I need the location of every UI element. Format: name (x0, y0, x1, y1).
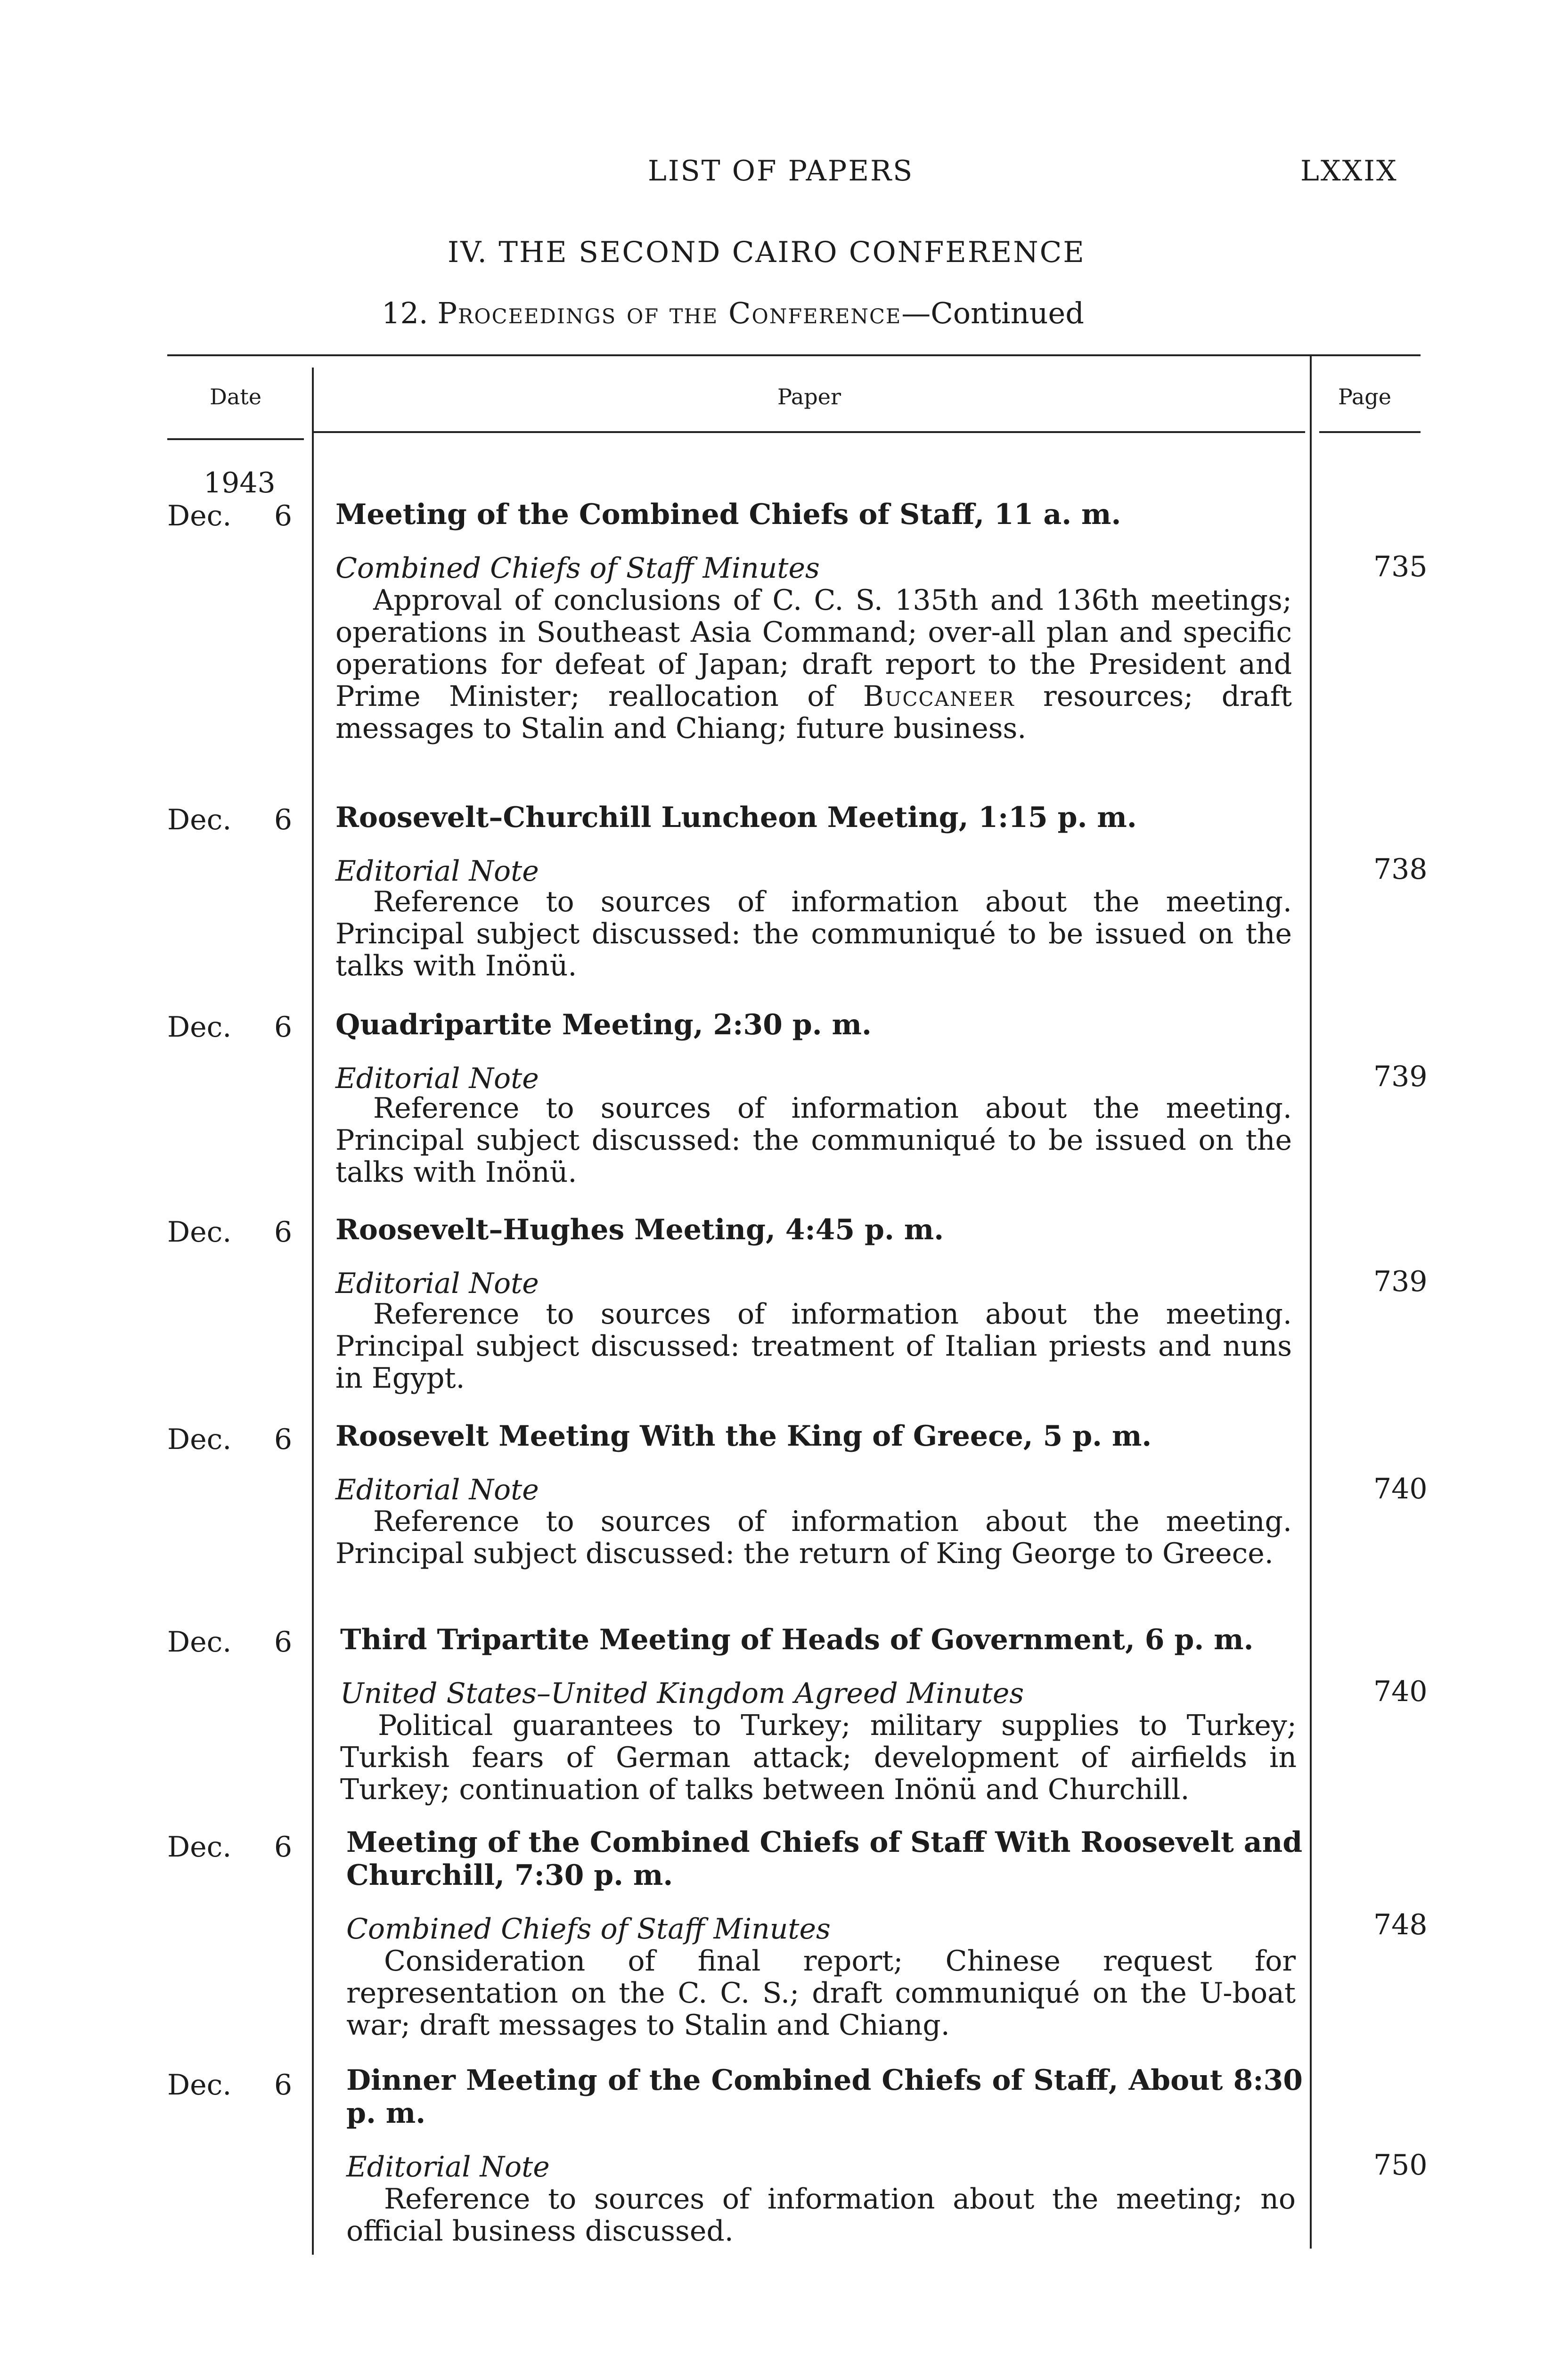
entry-date (167, 499, 292, 532)
table-top-rule (167, 354, 1421, 356)
paper-header-underline (313, 431, 1305, 433)
entry-title: Roosevelt–Churchill Luncheon Meeting, 1:15 p. m. (335, 801, 1137, 834)
entry-title: Quadripartite Meeting, 2:30 p. m. (335, 1008, 872, 1041)
entry-paper-type: Editorial Note (335, 1267, 539, 1300)
entry-page-number: 748 (1373, 1908, 1428, 1941)
entry-description: Political guarantees to Turkey; military supplies to Turkey; Turkish fears of German attack; development of airfields in Turkey; continuation of talks between Inönü and Churchill. (340, 1709, 1297, 1806)
entry-description: Reference to sources of information about the meeting. Principal subject discussed: the communiqué to be issued on the talks with Inönü. (335, 1092, 1292, 1189)
entry-date-month: Dec. (167, 1831, 232, 1864)
entry-description: Reference to sources of information about the meeting; no official business discussed. (346, 2183, 1296, 2248)
entry-paper-type: Editorial Note (335, 1473, 539, 1506)
entry-title (346, 2064, 1303, 2130)
entry-paper-type: Editorial Note (335, 1062, 539, 1095)
entry-page-number: 740 (1373, 1675, 1428, 1708)
date-header-underline (167, 438, 304, 440)
entry-date (167, 803, 292, 836)
entry-date-day: 6 (274, 1216, 292, 1249)
entry-date-day: 6 (274, 1423, 292, 1456)
entry-title (346, 1826, 1303, 1892)
entry-description-text-end: resources; draft messages to Stalin and Chiang; future business. (335, 680, 1292, 745)
paper-column-right-rule (1310, 354, 1312, 2249)
entry-page-number: 739 (1373, 1265, 1428, 1298)
entry-description (335, 584, 1292, 744)
entry-paper-type: Combined Chiefs of Staff Minutes (346, 1913, 831, 1946)
entry-date (167, 1011, 292, 1044)
paper-column-left-rule (312, 368, 314, 2255)
entry-date-month: Dec. (167, 803, 232, 836)
entry-page-number: 739 (1373, 1060, 1428, 1093)
entry-description: Reference to sources of information about the meeting. Principal subject discussed: treatment of Italian priests and nuns in Egypt. (335, 1298, 1292, 1395)
entry-date (167, 1626, 292, 1659)
entry-date-month: Dec. (167, 2069, 232, 2102)
entry-page-number: 738 (1373, 853, 1428, 886)
entry-description-text: Approval of conclusions of C. C. S. 135th and 136th meetings; operations in Southeast Asia Command; over-all plan and specific operations for defeat of Japan; draft report to the President and Prime Minister; reallocation of (335, 584, 1292, 713)
sub-section-number: 12. (382, 296, 428, 330)
column-header-paper: Paper (777, 384, 841, 409)
column-header-date: Date (210, 384, 262, 409)
entry-page-number: 750 (1373, 2149, 1428, 2182)
entry-date-day: 6 (274, 2069, 292, 2102)
year-label: 1943 (204, 466, 276, 499)
entry-date (167, 1831, 292, 1864)
entry-description: Consideration of final report; Chinese request for representation on the C. C. S.; draft communiqué on the U-boat war; draft messages to Stalin and Chiang. (346, 1945, 1296, 2042)
entry-title-text: Meeting of the Combined Chiefs of Staff With Roosevelt and Churchill, 7:30 p. m. (346, 1826, 1303, 1892)
entry-title: Roosevelt Meeting With the King of Greece, 5 p. m. (335, 1420, 1152, 1453)
page-number-roman: LXXIX (1300, 155, 1398, 188)
entry-page-number: 735 (1373, 550, 1428, 583)
column-header-page: Page (1338, 384, 1391, 409)
page-header-underline (1319, 431, 1421, 433)
entry-description: Reference to sources of information about the meeting. Principal subject discussed: the communiqué to be issued on the talks with Inönü. (335, 885, 1292, 982)
running-title: LIST OF PAPERS (648, 155, 914, 188)
sub-section-continued: —Continued (901, 296, 1084, 330)
entry-date-month: Dec. (167, 1626, 232, 1659)
entry-paper-type: Editorial Note (335, 855, 539, 888)
entry-date-month: Dec. (167, 499, 232, 532)
entry-date-month: Dec. (167, 1216, 232, 1249)
entry-description: Reference to sources of information about the meeting. Principal subject discussed: the return of King George to Greece. (335, 1505, 1292, 1570)
entry-date-day: 6 (274, 1626, 292, 1659)
entry-date-day: 6 (274, 1011, 292, 1044)
entry-paper-type: United States–United Kingdom Agreed Minutes (340, 1677, 1024, 1710)
sub-section-name: Proceedings of the Conference (437, 296, 902, 330)
entry-title: Third Tripartite Meeting of Heads of Government, 6 p. m. (340, 1623, 1254, 1656)
entry-paper-type: Combined Chiefs of Staff Minutes (335, 552, 820, 585)
entry-paper-type: Editorial Note (346, 2151, 550, 2184)
sub-section-title (382, 296, 1084, 330)
entry-date-day: 6 (274, 499, 292, 532)
entry-date-month: Dec. (167, 1423, 232, 1456)
entry-date-day: 6 (274, 803, 292, 836)
section-title: IV. THE SECOND CAIRO CONFERENCE (448, 236, 1086, 269)
entry-title-text: Dinner Meeting of the Combined Chiefs of Staff, About 8:30 p. m. (346, 2064, 1303, 2130)
entry-title: Roosevelt–Hughes Meeting, 4:45 p. m. (335, 1213, 944, 1246)
entry-date (167, 1423, 292, 1456)
entry-description-codename: Buccaneer (863, 680, 1015, 713)
entry-page-number: 740 (1373, 1472, 1428, 1505)
entry-date-day: 6 (274, 1831, 292, 1864)
entry-title: Meeting of the Combined Chiefs of Staff, 11 a. m. (335, 498, 1121, 531)
entry-date-month: Dec. (167, 1011, 232, 1044)
entry-date (167, 2069, 292, 2102)
entry-date (167, 1216, 292, 1249)
